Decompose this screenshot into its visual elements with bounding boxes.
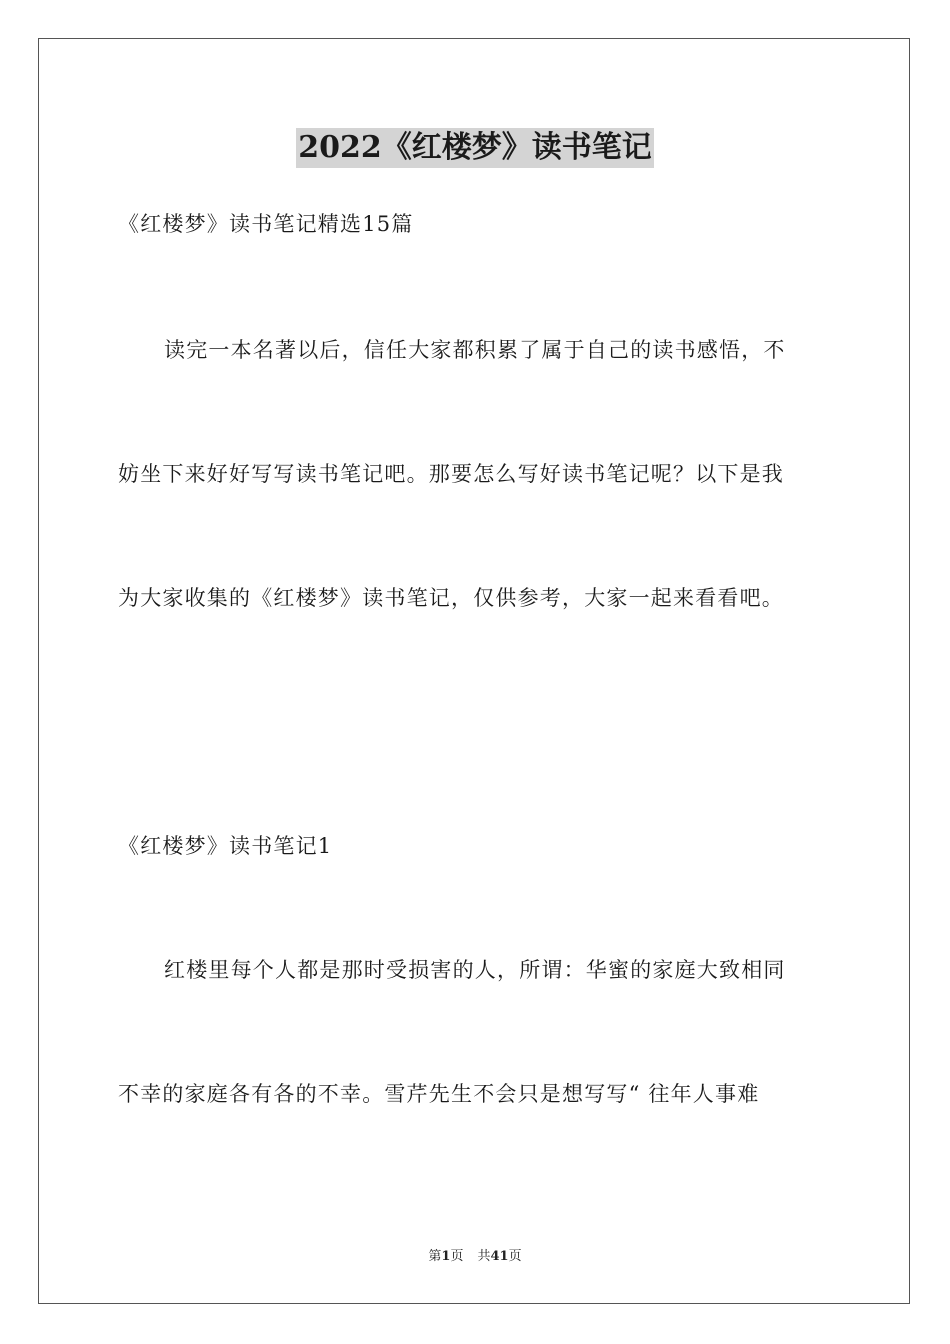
document-subtitle: 《红楼梦》读书笔记精选15篇 — [118, 212, 414, 236]
footer-total-prefix: 共 — [477, 1249, 491, 1264]
footer-current-page: 1 — [441, 1249, 451, 1264]
footer-total-pages: 41 — [490, 1249, 509, 1264]
title-container — [0, 128, 950, 168]
footer-total-suffix: 页 — [508, 1249, 522, 1264]
intro-line-3: 为大家收集的《红楼梦》读书笔记，仅供参考，大家一起来看看吧。 — [118, 586, 784, 610]
page-footer — [0, 1248, 950, 1266]
footer-prefix: 第 — [428, 1249, 442, 1264]
intro-line-2: 妨坐下来好好写写读书笔记吧。那要怎么写好读书笔记呢？以下是我 — [118, 462, 784, 486]
body-line-2: 不幸的家庭各有各的不幸。雪芹先生不会只是想写写“ 往年人事难 — [118, 1082, 760, 1106]
body-line-1: 红楼里每个人都是那时受损害的人，所谓：华蜜的家庭大致相同 — [164, 958, 786, 982]
intro-line-1: 读完一本名著以后，信任大家都积累了属于自己的读书感悟，不 — [164, 338, 786, 362]
document-title: 2022《红楼梦》读书笔记 — [296, 128, 654, 168]
section-heading: 《红楼梦》读书笔记1 — [118, 834, 333, 858]
footer-page-word: 页 — [450, 1249, 464, 1264]
